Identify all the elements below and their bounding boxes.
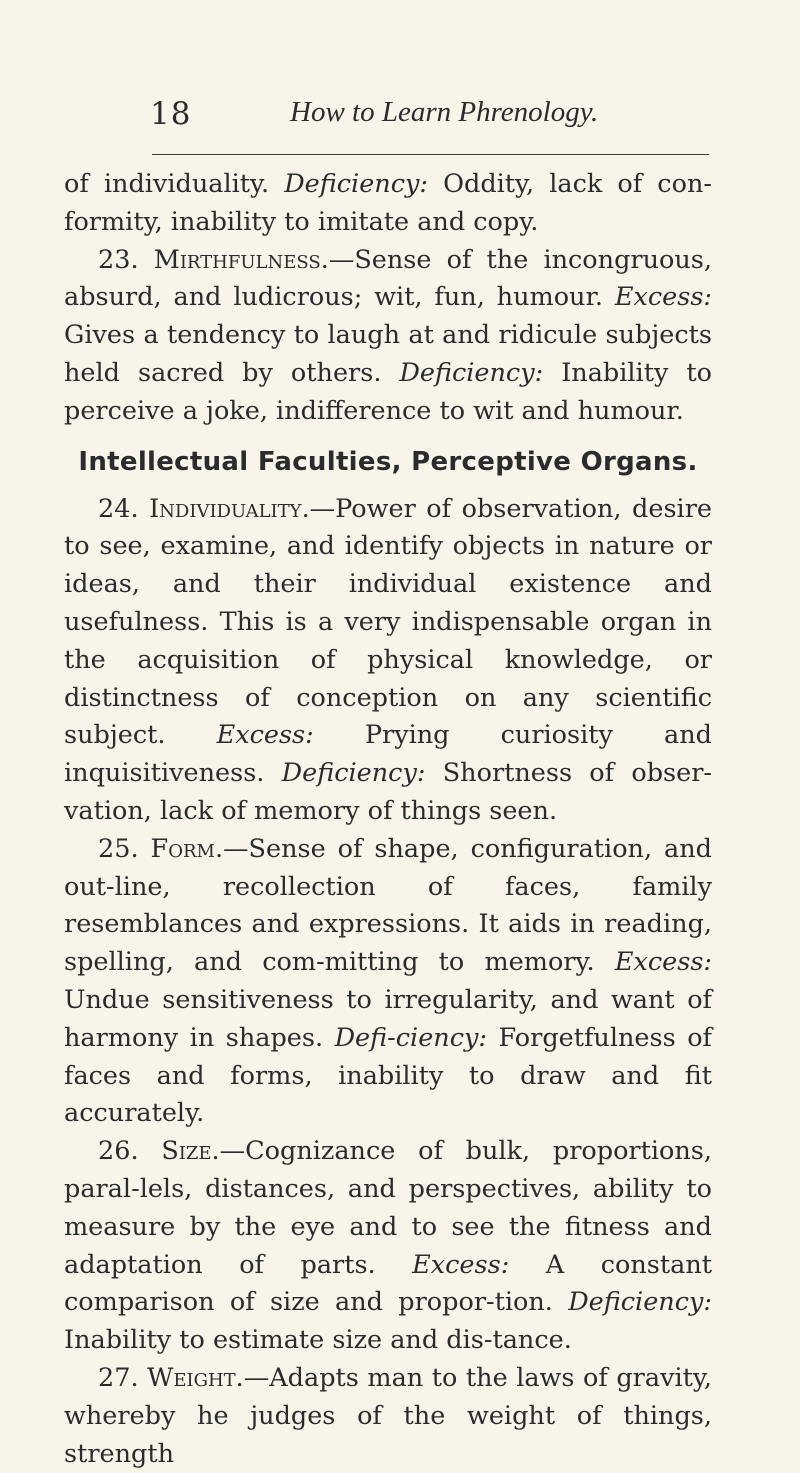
entry-number: 27. [98, 1362, 148, 1393]
deficiency-label: Deficiency: [399, 357, 544, 388]
section-heading: Intellectual Faculties, Perceptive Organs. [78, 446, 698, 477]
excess-text: Undue sensitiveness to irregularity, and want of harmony in shapes. [64, 984, 712, 1053]
page-number: 18 [150, 96, 192, 132]
deficiency-text: Inability to estimate size and dis-tance. [64, 1325, 572, 1356]
deficiency-label: Deficiency: [284, 169, 428, 199]
page-header [150, 96, 710, 140]
excess-label: Excess: [614, 282, 712, 313]
entry-individuality [64, 491, 712, 831]
deficiency-label: Deficiency: [281, 758, 426, 789]
entry-mirthfulness [64, 242, 712, 431]
deficiency-text: Oddity, lack of con-formity, inability to imitate and copy. [64, 169, 712, 237]
deficiency-label: Deficiency: [568, 1287, 712, 1318]
excess-text: Prying curiosity and inquisitiveness. [64, 720, 712, 789]
deficiency-text: Forgetfulness of faces and forms, inability to draw and fit accurately. [64, 1022, 712, 1129]
entry-definition: .—Adapts man to the laws of gravity, whereby he judges of the weight of things, strength [64, 1362, 712, 1469]
entry-weight [64, 1360, 712, 1473]
entry-number: 25. [98, 833, 151, 864]
entry-name: Mirthfulness [153, 244, 321, 275]
deficiency-text: Inability to perceive a joke, indifference to wit and humour. [64, 357, 712, 426]
running-title: How to Learn Phrenology. [290, 96, 599, 128]
entry-number: 23. [98, 244, 154, 275]
deficiency-label: Defi-ciency: [334, 1022, 487, 1053]
entry-definition: .—Cognizance of bulk, proportions, paral-lels, distances, and perspectives, ability to measure by the eye and to see the fitness and adaptation of parts. [64, 1136, 712, 1280]
entry-name: Weight [147, 1362, 236, 1393]
header-rule [152, 154, 709, 155]
continuation-paragraph [64, 166, 712, 242]
entry-size [64, 1133, 712, 1360]
entry-name: Form [150, 833, 215, 864]
excess-label: Excess: [614, 947, 712, 978]
entry-name: Individuality [149, 493, 302, 524]
entry-definition: .—Sense of shape, configuration, and out-line, recollection of faces, family resemblances and expressions. It aids in reading, spelling, and com-mitting to memory. [64, 833, 712, 978]
entry-definition: .—Sense of the incongruous, absurd, and ludicrous; wit, fun, humour. [64, 244, 712, 313]
entry-definition: .—Power of observation, desire to see, examine, and identify objects in nature or ideas, and their individual existence and usefulness. This is a very indispensable organ in the acquisition of physical knowledge, or distinctness of conception on any scientific subject. [64, 493, 712, 751]
excess-label: Excess: [412, 1249, 510, 1280]
deficiency-text: Shortness of obser-vation, lack of memory of things seen. [64, 758, 712, 826]
entry-form [64, 831, 712, 1133]
excess-label: Excess: [216, 720, 314, 751]
entry-number: 24. [98, 493, 150, 524]
entry-name: Size [161, 1136, 212, 1167]
excess-text: A constant comparison of size and propor-tion. [64, 1249, 712, 1318]
excess-text: Gives a tendency to laugh at and ridicule subjects held sacred by others. [64, 320, 712, 388]
entry-number: 26. [98, 1136, 162, 1167]
continuation-text: of individuality. [64, 169, 285, 199]
page-body [64, 166, 712, 1473]
